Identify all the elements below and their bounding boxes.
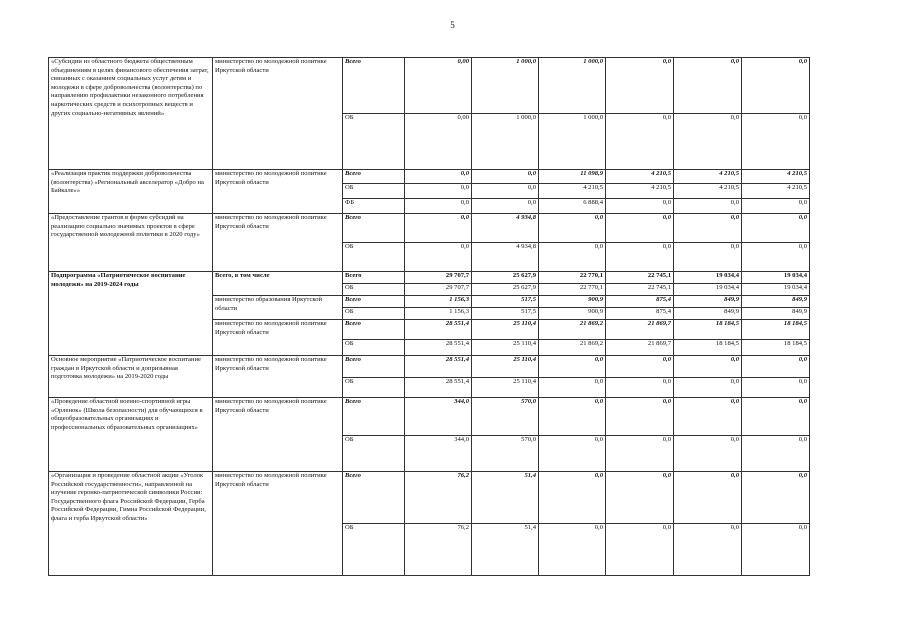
table-row: [49, 272, 810, 284]
amount-cell: 29 707,7: [405, 284, 472, 296]
subprogram-name-cell: Подпрограмма «Патриотическое воспитание молодежи» на 2019-2024 годы: [49, 272, 213, 356]
amount-cell: 11 098,9: [539, 170, 606, 184]
table-row: [49, 356, 810, 378]
amount-cell: 51,4: [472, 524, 539, 576]
amount-cell: 19 034,4: [674, 284, 742, 296]
source-cell: ОБ: [343, 308, 405, 320]
amount-cell: 4 210,5: [674, 170, 742, 184]
responsible-cell: министерство по молодежной политике Иркутской области: [213, 320, 343, 356]
source-cell: ОБ: [343, 340, 405, 356]
amount-cell: 0,0: [742, 436, 810, 472]
amount-cell: 4 210,5: [742, 184, 810, 199]
amount-cell: 28 551,4: [405, 356, 472, 378]
amount-cell: 25 110,4: [472, 320, 539, 340]
amount-cell: 19 034,4: [742, 272, 810, 284]
source-cell: Всего: [343, 398, 405, 436]
amount-cell: 0,0: [405, 184, 472, 199]
amount-cell: 0,0: [539, 356, 606, 378]
event-name-cell: «Субсидии из областного бюджета общественным объединениям в целях финансового обеспечения затрат, связанных с оказанием социальных услуг детям и молодежи в сфере добровольчества (волонтерства) по направлению профилактики незаконного потребления наркотических средств и психотропных веществ и других социально-негативных явлений»: [49, 58, 213, 170]
amount-cell: 29 707,7: [405, 272, 472, 284]
source-cell: ОБ: [343, 114, 405, 170]
amount-cell: 22 770,1: [539, 272, 606, 284]
amount-cell: 51,4: [472, 472, 539, 524]
source-cell: Всего: [343, 214, 405, 243]
source-cell: ОБ: [343, 436, 405, 472]
amount-cell: 21 869,7: [606, 320, 674, 340]
event-name-cell: «Предоставление грантов в форме субсидий на реализацию социально значимых проектов в сфере государственной молодежной политики в 2020 году»: [49, 214, 213, 272]
amount-cell: 0,0: [742, 378, 810, 398]
amount-cell: 0,0: [674, 472, 742, 524]
amount-cell: 0,0: [742, 199, 810, 214]
amount-cell: 0,0: [742, 243, 810, 272]
amount-cell: 4 210,5: [539, 184, 606, 199]
amount-cell: 0,0: [405, 170, 472, 184]
amount-cell: 875,4: [606, 296, 674, 308]
amount-cell: 25 110,4: [472, 356, 539, 378]
amount-cell: 0,0: [606, 472, 674, 524]
amount-cell: 0,0: [674, 214, 742, 243]
amount-cell: 0,0: [742, 356, 810, 378]
amount-cell: 849,9: [742, 296, 810, 308]
amount-cell: 344,0: [405, 398, 472, 436]
responsible-cell: министерство по молодежной политике Иркутской области: [213, 398, 343, 472]
amount-cell: 0,0: [472, 170, 539, 184]
amount-cell: 0,0: [606, 356, 674, 378]
table-row: [49, 472, 810, 524]
source-cell: ОБ: [343, 378, 405, 398]
amount-cell: 570,0: [472, 398, 539, 436]
responsible-cell: министерство по молодежной политике Иркутской области: [213, 356, 343, 398]
amount-cell: 0,0: [539, 472, 606, 524]
responsible-cell: министерство по молодежной политике Иркутской области: [213, 58, 343, 170]
amount-cell: 21 869,7: [606, 340, 674, 356]
amount-cell: 6 888,4: [539, 199, 606, 214]
amount-cell: 4 934,8: [472, 243, 539, 272]
source-cell: Всего: [343, 320, 405, 340]
source-cell: ФБ: [343, 199, 405, 214]
amount-cell: 0,0: [539, 524, 606, 576]
amount-cell: 849,9: [674, 296, 742, 308]
amount-cell: 76,2: [405, 524, 472, 576]
amount-cell: 849,9: [742, 308, 810, 320]
amount-cell: 0,0: [674, 378, 742, 398]
amount-cell: 18 184,5: [742, 320, 810, 340]
amount-cell: 0,0: [472, 199, 539, 214]
amount-cell: 25 110,4: [472, 340, 539, 356]
amount-cell: 21 869,2: [539, 320, 606, 340]
amount-cell: 900,9: [539, 308, 606, 320]
amount-cell: 0,0: [405, 199, 472, 214]
amount-cell: 0,0: [674, 436, 742, 472]
amount-cell: 344,0: [405, 436, 472, 472]
amount-cell: 0,0: [539, 214, 606, 243]
amount-cell: 517,5: [472, 296, 539, 308]
amount-cell: 1 000,0: [539, 114, 606, 170]
amount-cell: 0,0: [742, 214, 810, 243]
amount-cell: 0,0: [539, 243, 606, 272]
amount-cell: 22 770,1: [539, 284, 606, 296]
table-row: [49, 398, 810, 436]
amount-cell: 25 627,9: [472, 284, 539, 296]
amount-cell: 25 110,4: [472, 378, 539, 398]
amount-cell: 76,2: [405, 472, 472, 524]
amount-cell: 0,0: [606, 58, 674, 114]
source-cell: Всего: [343, 296, 405, 308]
amount-cell: 875,4: [606, 308, 674, 320]
amount-cell: 1 156,3: [405, 296, 472, 308]
source-cell: Всего: [343, 472, 405, 524]
amount-cell: 4 934,8: [472, 214, 539, 243]
table-row: [49, 170, 810, 184]
amount-cell: 18 184,5: [674, 340, 742, 356]
amount-cell: 570,0: [472, 436, 539, 472]
amount-cell: 0,0: [742, 58, 810, 114]
amount-cell: 18 184,5: [674, 320, 742, 340]
amount-cell: 0,0: [674, 524, 742, 576]
amount-cell: 4 210,5: [606, 170, 674, 184]
amount-cell: 1 000,0: [472, 58, 539, 114]
amount-cell: 28 551,4: [405, 320, 472, 340]
amount-cell: 19 034,4: [742, 284, 810, 296]
amount-cell: 0,0: [742, 114, 810, 170]
amount-cell: 0,0: [539, 436, 606, 472]
amount-cell: 4 210,5: [742, 170, 810, 184]
responsible-cell: министерство по молодежной политике Иркутской области: [213, 214, 343, 272]
amount-cell: 0,0: [674, 243, 742, 272]
amount-cell: 1 156,3: [405, 308, 472, 320]
source-cell: ОБ: [343, 524, 405, 576]
event-name-cell: «Реализация практик поддержки добровольчества (волонтерства) «Региональный акселератор «Добро на Байкале»»: [49, 170, 213, 214]
amount-cell: 0,0: [606, 398, 674, 436]
amount-cell: 0,0: [606, 214, 674, 243]
amount-cell: 0,0: [539, 398, 606, 436]
amount-cell: 0,0: [606, 524, 674, 576]
amount-cell: 0,0: [539, 378, 606, 398]
amount-cell: 1 000,0: [539, 58, 606, 114]
amount-cell: 0,0: [674, 58, 742, 114]
source-cell: ОБ: [343, 284, 405, 296]
event-name-cell: Основное мероприятие «Патриотическое воспитание граждан в Иркутской области и допризывная подготовка молодежи» на 2019-2020 годы: [49, 356, 213, 398]
amount-cell: 0,0: [405, 243, 472, 272]
amount-cell: 0,0: [606, 243, 674, 272]
amount-cell: 0,0: [606, 436, 674, 472]
amount-cell: 21 869,2: [539, 340, 606, 356]
table-row: [49, 58, 810, 114]
amount-cell: 0,0: [606, 199, 674, 214]
amount-cell: 0,0: [606, 378, 674, 398]
event-name-cell: «Проведение областной военно-спортивной игры «Орленок» (Школа безопасности) для обучающихся в общеобразовательных организациях и профессиональных образовательных организациях»: [49, 398, 213, 472]
amount-cell: 19 034,4: [674, 272, 742, 284]
amount-cell: 28 551,4: [405, 378, 472, 398]
amount-cell: 28 551,4: [405, 340, 472, 356]
amount-cell: 0,0: [405, 214, 472, 243]
budget-table: [48, 57, 810, 576]
amount-cell: 25 627,9: [472, 272, 539, 284]
amount-cell: 0,0: [674, 114, 742, 170]
amount-cell: 0,0: [742, 472, 810, 524]
amount-cell: 0,00: [405, 58, 472, 114]
amount-cell: 0,0: [606, 114, 674, 170]
amount-cell: 22 745,1: [606, 284, 674, 296]
source-cell: Всего: [343, 356, 405, 378]
amount-cell: 0,0: [674, 356, 742, 378]
amount-cell: 0,00: [405, 114, 472, 170]
amount-cell: 517,5: [472, 308, 539, 320]
amount-cell: 1 000,0: [472, 114, 539, 170]
amount-cell: 0,0: [674, 199, 742, 214]
source-cell: Всего: [343, 170, 405, 184]
amount-cell: 0,0: [742, 524, 810, 576]
amount-cell: 18 184,5: [742, 340, 810, 356]
responsible-cell: Всего, в том числе: [213, 272, 343, 296]
responsible-cell: министерство по молодежной политике Иркутской области: [213, 170, 343, 214]
amount-cell: 900,9: [539, 296, 606, 308]
table-row: [49, 214, 810, 243]
source-cell: ОБ: [343, 184, 405, 199]
source-cell: ОБ: [343, 243, 405, 272]
event-name-cell: «Организация и проведение областной акции «Уголок Российской государственности», направленной на изучение героико-патриотической символики России: Государственного флага Российской Федерации, Герба Российской Федерации, Гимна Российской Федерации, флага и герба Иркутской области»: [49, 472, 213, 576]
responsible-cell: министерство образования Иркутской области: [213, 296, 343, 320]
amount-cell: 0,0: [674, 398, 742, 436]
page-number: 5: [450, 20, 455, 30]
amount-cell: 4 210,5: [674, 184, 742, 199]
amount-cell: 4 210,5: [606, 184, 674, 199]
amount-cell: 0,0: [472, 184, 539, 199]
amount-cell: 22 745,1: [606, 272, 674, 284]
responsible-cell: министерство по молодежной политике Иркутской области: [213, 472, 343, 576]
source-cell: Всего: [343, 58, 405, 114]
source-cell: Всего: [343, 272, 405, 284]
amount-cell: 0,0: [742, 398, 810, 436]
amount-cell: 849,9: [674, 308, 742, 320]
